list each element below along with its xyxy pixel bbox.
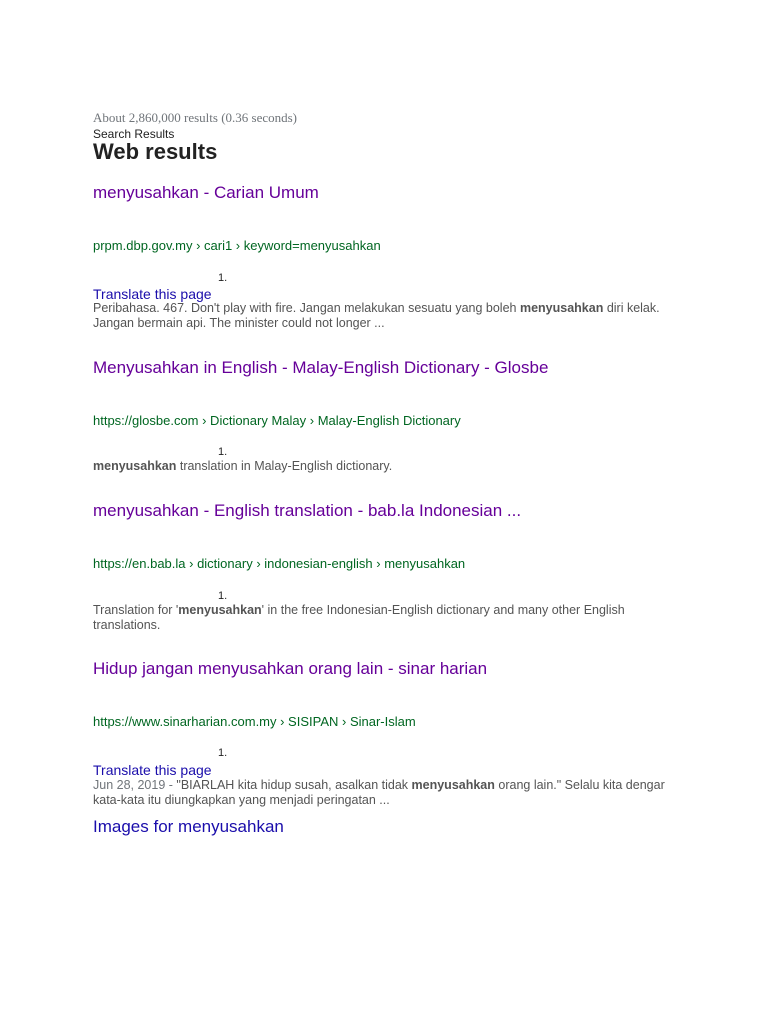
result-title-2[interactable]: Menyusahkan in English - Malay-English Dictionary - Glosbe xyxy=(93,358,549,377)
web-results-heading: Web results xyxy=(93,139,218,164)
result-snippet-2: menyusahkan translation in Malay-English dictionary. xyxy=(93,459,393,473)
result-number-2: 1. xyxy=(218,446,228,458)
result-snippet-1: Peribahasa. 467. Don't play with fire. Jangan melakukan sesuatu yang boleh menyusahkan diri kelak. Jangan bermain api. The minister could not longer ... xyxy=(93,301,660,330)
result-title-1[interactable]: menyusahkan - Carian Umum xyxy=(93,183,319,202)
result-snippet-3: Translation for 'menyusahkan' in the free Indonesian-English dictionary and many other English translations. xyxy=(93,603,625,632)
result-title-4[interactable]: Hidup jangan menyusahkan orang lain - sinar harian xyxy=(93,659,488,678)
translate-link-1[interactable]: Translate this page xyxy=(93,286,212,302)
snippet-highlight: menyusahkan xyxy=(519,301,604,315)
result-url-1[interactable]: prpm.dbp.gov.my › cari1 › keyword=menyusahkan xyxy=(93,238,381,253)
snippet-highlight: menyusahkan xyxy=(93,459,177,473)
result-url-3[interactable]: https://en.bab.la › dictionary › indonesian-english › menyusahkan xyxy=(93,556,466,571)
result-number-1: 1. xyxy=(218,272,228,284)
result-stats: About 2,860,000 results (0.36 seconds) xyxy=(93,110,298,125)
result-date: Jun 28, 2019 - xyxy=(93,778,177,792)
result-number-4: 1. xyxy=(218,747,228,759)
result-snippet-4: Jun 28, 2019 - "BIARLAH kita hidup susah, asalkan tidak menyusahkan orang lain." Selalu kita dengar kata-kata itu diungkapkan yang menjadi peringatan ... xyxy=(93,778,665,807)
snippet-highlight: menyusahkan xyxy=(411,778,495,792)
result-url-2[interactable]: https://glosbe.com › Dictionary Malay › Malay-English Dictionary xyxy=(93,413,461,428)
search-results-label: Search Results xyxy=(93,127,175,141)
result-url-4[interactable]: https://www.sinarharian.com.my › SISIPAN › Sinar-Islam xyxy=(93,714,416,729)
translate-link-4[interactable]: Translate this page xyxy=(93,762,212,778)
images-for-link[interactable]: Images for menyusahkan xyxy=(93,817,284,836)
snippet-highlight: menyusahkan xyxy=(178,603,262,617)
result-title-3[interactable]: menyusahkan - English translation - bab.la Indonesian ... xyxy=(93,501,522,520)
result-number-3: 1. xyxy=(218,590,228,602)
